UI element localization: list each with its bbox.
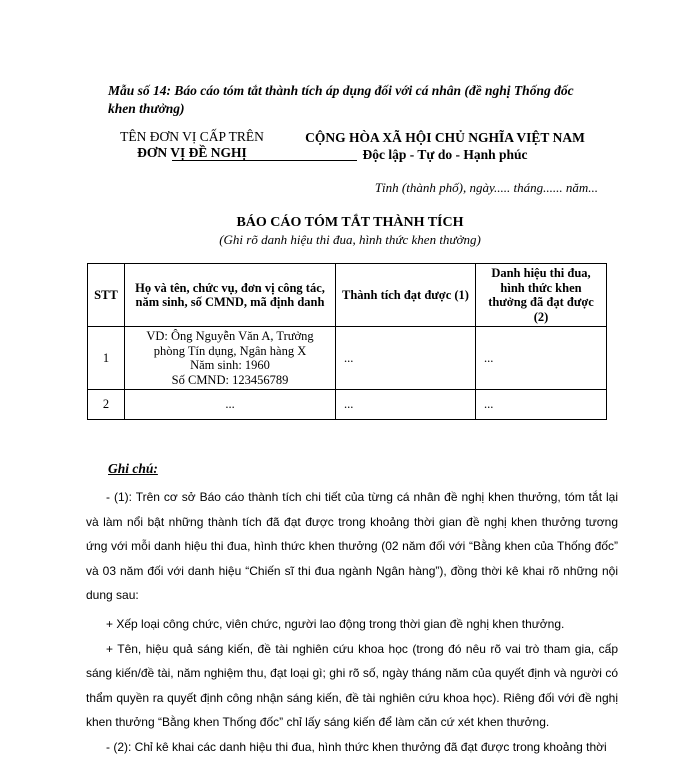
- note-paragraph: - (1): Trên cơ sở Báo cáo thành tích chi tiết của từng cá nhân đề nghị khen thưởng, tóm tắt lại và làm nổi bật những thành tích đã đạt được trong khoảng thời gian đề nghị khen thưởng tương ứng với mỗi danh hiệu thi đua, hình thức khen thưởng (02 năm đối với “Bằng khen của Thống đốc” và 03 năm đối với danh hiệu “Chiến sĩ thi đua ngành Ngân hàng”), đồng thời kê khai rõ những nội dung sau:: [86, 490, 618, 603]
- form-title: Mẫu số 14: Báo cáo tóm tắt thành tích áp dụng đối với cá nhân (đề nghị Thống đốc khen thưởng): [108, 83, 574, 116]
- motto-slogan: Độc lập - Tự do - Hạnh phúc: [362, 147, 528, 162]
- report-subtitle: (Ghi rõ danh hiệu thi đua, hình thức khen thưởng): [219, 232, 481, 247]
- row-person: [125, 327, 336, 390]
- row-stt: 2: [88, 390, 125, 420]
- person-line: Số CMND: 123456789: [171, 372, 289, 387]
- table-row: [88, 390, 607, 420]
- table-row: [88, 327, 607, 390]
- person-line: phòng Tín dụng, Ngân hàng X: [153, 343, 307, 358]
- note-paragraph: - (2): Chỉ kê khai các danh hiệu thi đua, hình thức khen thưởng đã đạt được trong khoảng thời: [106, 739, 607, 754]
- note-paragraph: + Tên, hiệu quả sáng kiến, đề tài nghiên cứu khoa học (trong đó nêu rõ vai trò tham gia, cấp sáng kiến/đề tài, năm nghiệm thu, đạt loại gì; ghi rõ số, ngày tháng năm của quyết định và người có thẩm quyền ra quyết định công nhận sáng kiến, đề tài nghiên cứu khoa học). Riêng đối với đề nghị khen thưởng “Bằng khen Thống đốc” chỉ lấy sáng kiến để làm căn cứ xét khen thưởng.: [86, 641, 618, 730]
- person-line: VD: Ông Nguyễn Văn A, Trưởng: [146, 329, 314, 343]
- notes-heading: Ghi chú:: [108, 461, 158, 476]
- date-place-line: Tỉnh (thành phố), ngày..... tháng...... năm...: [374, 180, 598, 195]
- header-achievement: Thành tích đạt được (1): [336, 264, 476, 327]
- note-paragraph: + Xếp loại công chức, viên chức, người lao động trong thời gian đề nghị khen thưởng.: [106, 616, 565, 631]
- country-name: CỘNG HÒA XÃ HỘI CHỦ NGHĨA VIỆT NAM: [305, 130, 585, 145]
- person-line: Năm sinh: 1960: [190, 358, 270, 372]
- org-header: [92, 129, 292, 161]
- report-title: BÁO CÁO TÓM TẮT THÀNH TÍCH: [236, 215, 464, 230]
- national-motto: [300, 129, 590, 163]
- header-stt: STT: [88, 264, 125, 327]
- row-stt: 1: [88, 327, 125, 390]
- header-person: Họ và tên, chức vụ, đơn vị công tác, năm sinh, số CMND, mã định danh: [125, 264, 336, 327]
- parent-org-label: TÊN ĐƠN VỊ CẤP TRÊN: [120, 129, 264, 144]
- row-person: ...: [125, 390, 336, 420]
- row-achievement: ...: [336, 390, 476, 420]
- notes-body: [86, 485, 618, 760]
- header-title: Danh hiệu thi đua, hình thức khen thưởng đã đạt được (2): [476, 264, 607, 327]
- row-title: ...: [476, 390, 607, 420]
- row-achievement: ...: [336, 327, 476, 390]
- proposing-unit-label: ĐƠN VỊ ĐỀ NGHỊ: [137, 145, 247, 160]
- row-title: ...: [476, 327, 607, 390]
- achievement-table: [87, 263, 607, 420]
